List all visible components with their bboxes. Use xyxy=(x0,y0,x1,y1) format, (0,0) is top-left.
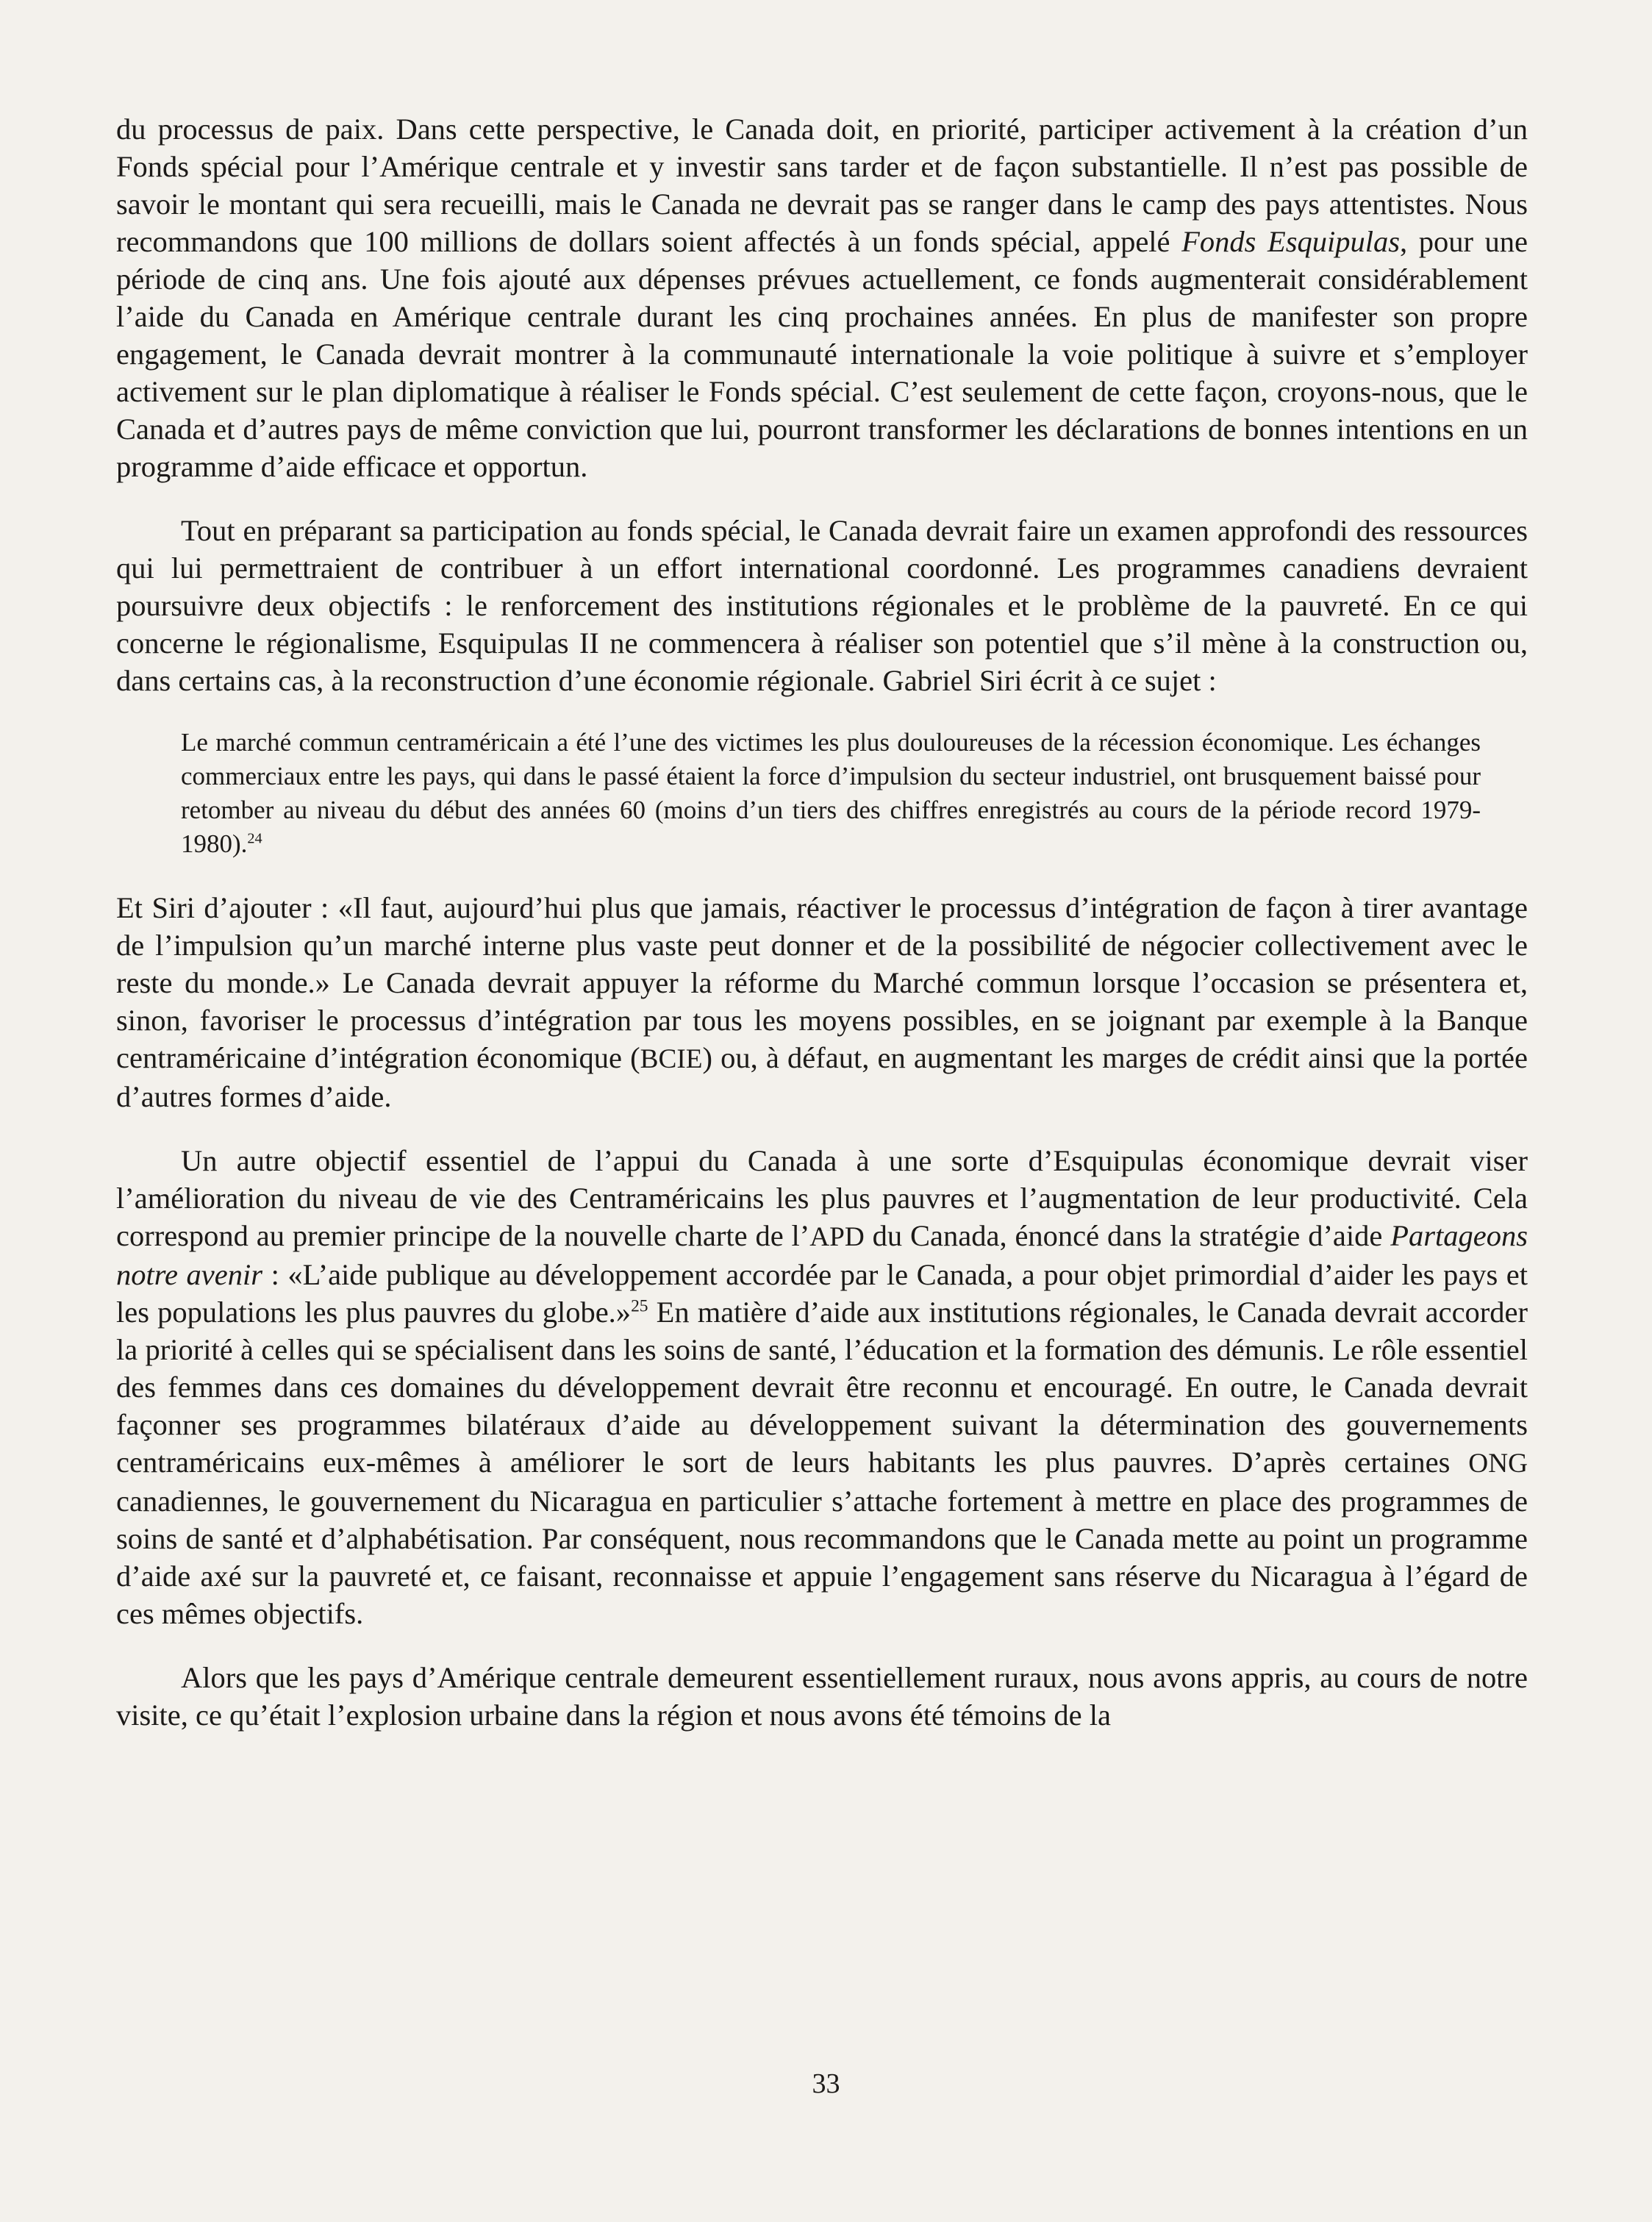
footnote-ref-24: 24 xyxy=(247,830,262,847)
paragraph-urban-explosion: Alors que les pays d’Amérique centrale demeurent essentiellement ruraux, nous avons appris, au cours de notre visite, ce qu’était l’explosion urbaine dans la région et nous avons été témoins de la xyxy=(116,1661,1528,1732)
quote-text: Le marché commun centraméricain a été l’une des victimes les plus douloureuses de la récession économique. Les échanges commerciaux entre les pays, qui dans le passé étaient la force d’impulsion du secteur industriel, ont brusquement baissé pour retomber au niveau du début des années 60 (moins d’un tiers des chiffres enregistrés au cours de la période record 1979-1980). xyxy=(181,728,1481,858)
text-segment: Un autre objectif essentiel de l’appui du Canada à une sorte d’Esquipulas économique devrait viser l’amélioration du niveau de vie des Centraméricains les plus pauvres et l’augmentation de leur productivité. Cela correspond au premier principe de la nouvelle charte de l’ xyxy=(116,1144,1528,1252)
text-segment: du Canada, énoncé dans la stratégie d’aide xyxy=(864,1219,1391,1252)
paragraph-fonds-esquipulas xyxy=(116,110,1528,485)
paragraph-marche-commun xyxy=(116,889,1528,1115)
paragraph-poverty-objective xyxy=(116,1142,1528,1632)
page-body xyxy=(116,110,1528,1760)
footnote-ref-25: 25 xyxy=(631,1296,648,1316)
text-segment: , pour une période de cinq ans. Une fois ajouté aux dépenses prévues actuellement, ce fonds augmenterait considérablement l’aide du Canada en Amérique centrale durant les cinq prochaines années. En plus de manifester son propre engagement, le Canada devrait montrer à la communauté internationale la voie politique à suivre et s’employer activement sur le plan diplomatique à réaliser le Fonds spécial. C’est seulement de cette façon, croyons-nous, que le Canada et d’autres pays de même conviction que lui, pourront transformer les déclarations de bonnes intentions en un programme d’aide efficace et opportun. xyxy=(116,225,1528,483)
page-number: 33 xyxy=(812,2068,840,2099)
text-segment: du processus de paix. Dans cette perspective, le Canada doit, en priorité, participer activement à la création d’un Fonds spécial pour l’Amérique centrale et y investir sans tarder et de façon substantielle. Il n’est pas possible de savoir le montant qui sera recueilli, mais le Canada ne devrait pas se ranger dans le camp des pays attentistes. Nous recommandons que 100 millions de dollars soient affectés à un fonds spécial, appelé xyxy=(116,112,1528,258)
paragraph-regional-institutions: Tout en préparant sa participation au fonds spécial, le Canada devrait faire un examen approfondi des ressources qui lui permettraient de contribuer à un effort international coordonné. Les programmes canadiens devraient poursuivre deux objectifs : le renforcement des institutions régionales et le problème de la pauvreté. En ce qui concerne le régionalisme, Esquipulas II ne commencera à réaliser son potentiel que s’il mène à la construction ou, dans certains cas, à la reconstruction d’une économie régionale. Gabriel Siri écrit à ce sujet : xyxy=(116,514,1528,697)
text-segment: ) ou, à défaut, en augmentant les marges de crédit ainsi que la portée d’autres formes d’aide. xyxy=(116,1041,1528,1113)
text-segment: : «L’aide publique au développement accordée par le Canada, a pour objet primordial d’aider les pays et les populations les plus pauvres du globe.» xyxy=(116,1258,1528,1329)
abbr-bcie: BCIE xyxy=(640,1044,703,1074)
abbr-ong: ONG xyxy=(1468,1448,1528,1479)
block-quote-siri xyxy=(181,726,1481,861)
text-segment: En matière d’aide aux institutions régionales, le Canada devrait accorder la priorité à celles qui se spécialisent dans les soins de santé, l’éducation et la formation des démunis. Le rôle essentiel des femmes dans ces domaines du développement devrait être reconnu et encouragé. En outre, le Canada devrait façonner ses programmes bilatéraux d’aide au développement suivant la détermination des gouvernements centraméricains eux-mêmes à améliorer le sort de leurs habitants les plus pauvres. D’après certaines xyxy=(116,1296,1528,1479)
abbr-apd: APD xyxy=(809,1222,865,1252)
fund-name: Fonds Esquipulas xyxy=(1181,225,1400,258)
text-segment: Et Siri d’ajouter : «Il faut, aujourd’hui plus que jamais, réactiver le processus d’intégration de façon à tirer avantage de l’impulsion qu’un marché interne plus vaste peut donner et de la possibilité de négocier collectivement avec le reste du monde.» Le Canada devrait appuyer la réforme du Marché commun lorsque l’occasion se présentera et, sinon, favoriser le processus d’intégration par tous les moyens possibles, en se joignant par exemple à la Banque centraméricaine d’intégration économique ( xyxy=(116,891,1528,1074)
strategy-title: Partageons notre avenir xyxy=(116,1219,1528,1291)
text-segment: canadiennes, le gouvernement du Nicaragua en particulier s’attache fortement à mettre en place des programmes de soins de santé et d’alphabétisation. Par conséquent, nous recommandons que le Canada mette au point un programme d’aide axé sur la pauvreté et, ce faisant, reconnaisse et appuie l’engagement sans réserve du Nicaragua à l’égard de ces mêmes objectifs. xyxy=(116,1485,1528,1630)
